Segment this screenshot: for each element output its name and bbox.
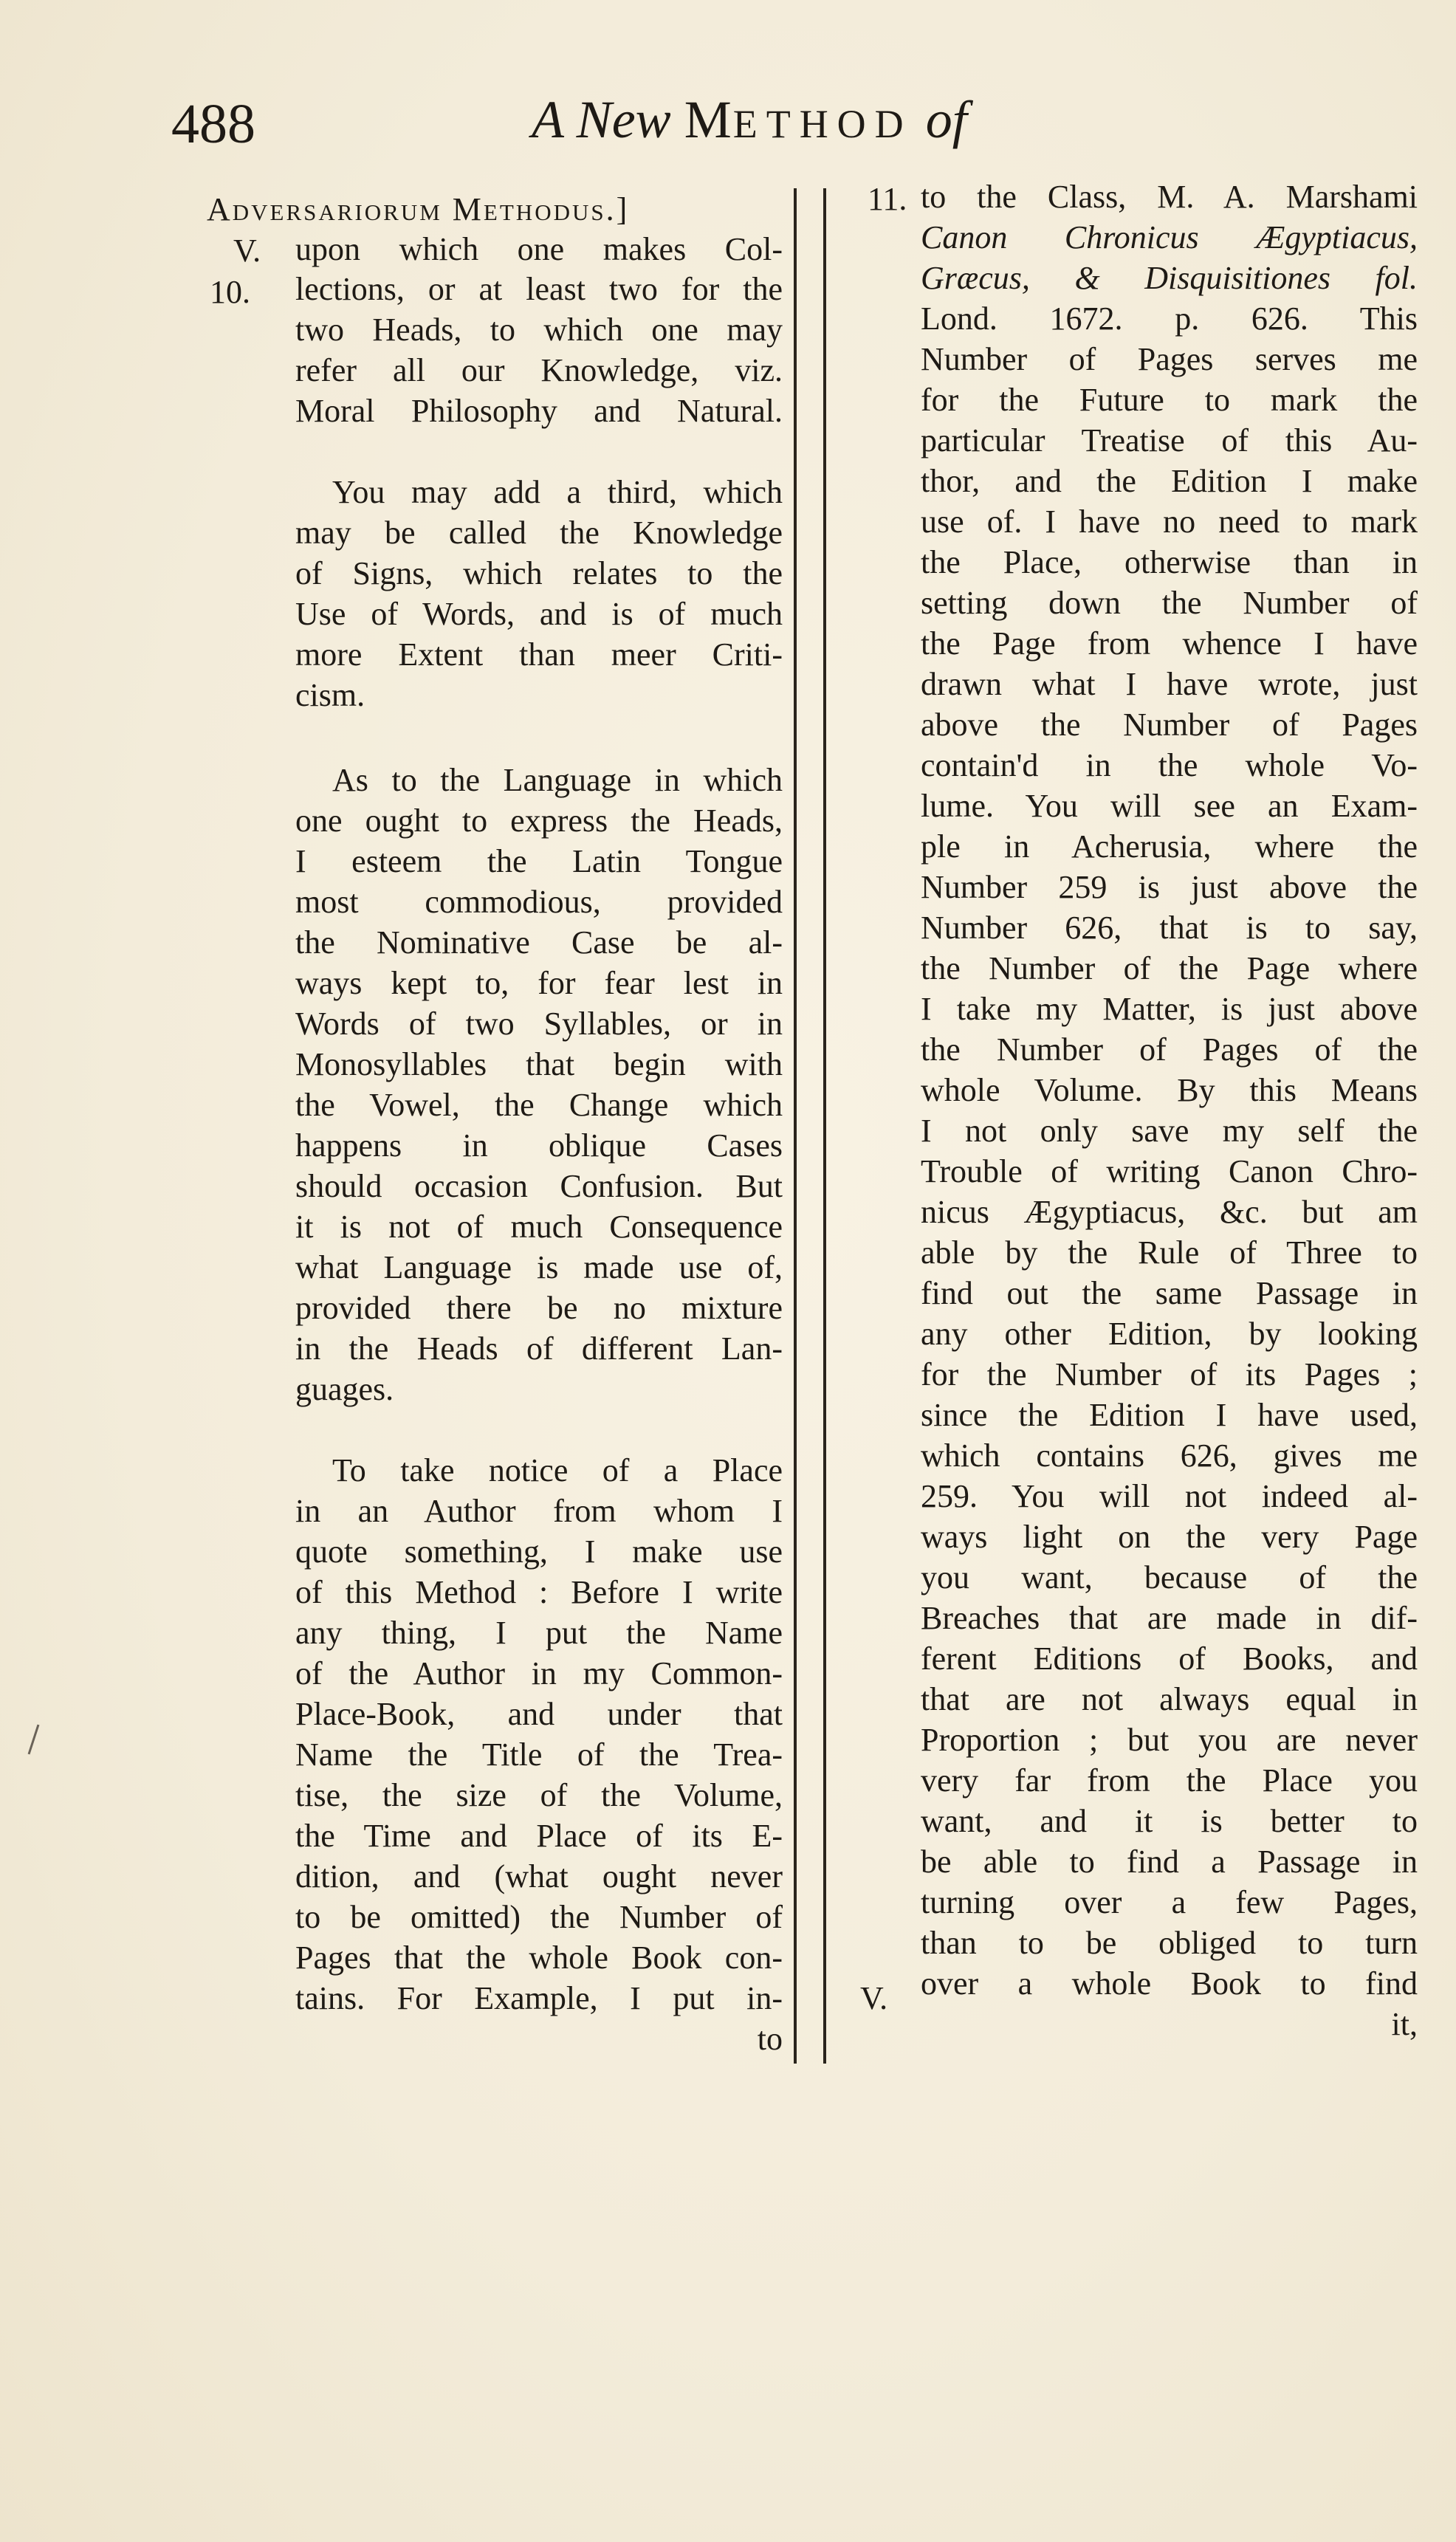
catchword: it, <box>1391 2006 1418 2042</box>
text-line: Breaches that are made in dif- <box>921 1600 1418 1636</box>
text-line: I not only save my self the <box>921 1113 1418 1149</box>
text-line: very far from the Place you <box>921 1762 1418 1799</box>
text-line: may be called the Knowledge <box>295 515 783 551</box>
text-line: in the Heads of different Lan- <box>295 1330 783 1367</box>
text-line: I esteem the Latin Tongue <box>295 843 783 879</box>
text-line: tise, the size of the Volume, <box>295 1777 783 1813</box>
text-line: Moral Philosophy and Natural. <box>295 393 783 429</box>
text-line: Proportion ; but you are never <box>921 1722 1418 1758</box>
text-line: Place-Book, and under that <box>295 1696 783 1732</box>
text-line: Number 626, that is to say, <box>921 910 1418 946</box>
text-line: Pages that the whole Book con- <box>295 1940 783 1976</box>
text-line: setting down the Number of <box>921 585 1418 621</box>
text-line: happens in oblique Cases <box>295 1127 783 1164</box>
column-rule-right <box>823 188 826 2064</box>
text-line: whole Volume. By this Means <box>921 1072 1418 1108</box>
text-line: the Number of Pages of the <box>921 1031 1418 1068</box>
margin-note: V. <box>233 233 261 269</box>
text-line: contain'd in the whole Vo- <box>921 747 1418 783</box>
text-line: two Heads, to which one may <box>295 312 783 348</box>
text-line: To take notice of a Place <box>332 1452 783 1488</box>
text-line: which contains 626, gives me <box>921 1437 1418 1474</box>
text-line: quote something, I make use <box>295 1533 783 1570</box>
text-line: over a whole Book to find <box>921 1965 1418 2002</box>
text-line: the Vowel, the Change which <box>295 1087 783 1123</box>
text-line: the Number of the Page where <box>921 950 1418 986</box>
running-head-part: M <box>684 90 733 149</box>
text-line: Græcus, & Disquisitiones fol. <box>921 260 1418 296</box>
text-line: Use of Words, and is of much <box>295 596 783 632</box>
text-line: Name the Title of the Trea- <box>295 1737 783 1773</box>
text-line: dition, and (what ought never <box>295 1858 783 1895</box>
text-line: Monosyllables that begin with <box>295 1046 783 1082</box>
text-line: any thing, I put the Name <box>295 1615 783 1651</box>
text-line: what Language is made use of, <box>295 1249 783 1285</box>
text-line: it is not of much Consequence <box>295 1209 783 1245</box>
text-line: of Signs, which relates to the <box>295 555 783 591</box>
text-line: be able to find a Passage in <box>921 1844 1418 1880</box>
text-line: the Nominative Case be al- <box>295 924 783 961</box>
text-line: able by the Rule of Three to <box>921 1234 1418 1271</box>
text-line: upon which one makes Col- <box>295 231 783 267</box>
text-line: Words of two Syllables, or in <box>295 1006 783 1042</box>
running-head-part: ETHOD <box>732 102 913 146</box>
margin-note: 11. <box>868 181 907 217</box>
column-rule-left <box>794 188 797 2064</box>
margin-note: V. <box>860 1980 888 2016</box>
text-line: Number of Pages serves me <box>921 341 1418 377</box>
text-line: Canon Chronicus Ægyptiacus, <box>921 219 1418 255</box>
text-line: Number 259 is just above the <box>921 869 1418 905</box>
running-head-part: A New <box>532 90 671 149</box>
text-line: lume. You will see an Exam- <box>921 788 1418 824</box>
text-line: want, and it is better to <box>921 1803 1418 1839</box>
section-heading: Adversariorum Methodus.] <box>207 191 630 227</box>
text-line: find out the same Passage in <box>921 1275 1418 1311</box>
text-line: guages. <box>295 1371 394 1407</box>
text-line: in an Author from whom I <box>295 1493 783 1529</box>
text-line: ways light on the very Page <box>921 1519 1418 1555</box>
text-line: above the Number of Pages <box>921 707 1418 743</box>
text-line: nicus Ægyptiacus, &c. but am <box>921 1194 1418 1230</box>
stray-pencil-mark <box>28 1725 40 1755</box>
text-line: since the Edition I have used, <box>921 1397 1418 1433</box>
text-line: turning over a few Pages, <box>921 1884 1418 1920</box>
text-line: for the Future to mark the <box>921 382 1418 418</box>
text-line: than to be obliged to turn <box>921 1925 1418 1961</box>
text-line: Trouble of writing Canon Chro- <box>921 1153 1418 1189</box>
margin-note: 10. <box>210 274 250 310</box>
text-line: You may add a third, which <box>332 474 783 510</box>
text-line: the Time and Place of its E- <box>295 1818 783 1854</box>
text-line: most commodious, provided <box>295 884 783 920</box>
text-line: cism. <box>295 677 365 713</box>
text-line: I take my Matter, is just above <box>921 991 1418 1027</box>
text-line: use of. I have no need to mark <box>921 504 1418 540</box>
text-line: tains. For Example, I put in- <box>295 1980 783 2016</box>
catchword: to <box>757 2021 783 2057</box>
page-number: 488 <box>171 93 255 155</box>
text-line: of the Author in my Common- <box>295 1655 783 1691</box>
text-line: to be omitted) the Number of <box>295 1899 783 1935</box>
text-line: 259. You will not indeed al- <box>921 1478 1418 1514</box>
text-line: lections, or at least two for the <box>295 271 783 307</box>
text-line: Lond. 1672. p. 626. This <box>921 300 1418 337</box>
text-line: of this Method : Before I write <box>295 1574 783 1610</box>
text-line: that are not always equal in <box>921 1681 1418 1717</box>
text-line: ple in Acherusia, where the <box>921 828 1418 865</box>
text-line: should occasion Confusion. But <box>295 1168 783 1204</box>
text-line: thor, and the Edition I make <box>921 463 1418 499</box>
text-line: any other Edition, by looking <box>921 1316 1418 1352</box>
text-line: ferent Editions of Books, and <box>921 1641 1418 1677</box>
text-line: the Place, otherwise than in <box>921 544 1418 580</box>
text-line: provided there be no mixture <box>295 1290 783 1326</box>
text-line: to the Class, M. A. Marshami <box>921 179 1418 215</box>
running-head-part: of <box>925 90 967 149</box>
text-line: the Page from whence I have <box>921 625 1418 662</box>
text-line: for the Number of its Pages ; <box>921 1356 1418 1392</box>
text-line: one ought to express the Heads, <box>295 803 783 839</box>
text-line: drawn what I have wrote, just <box>921 666 1418 702</box>
text-line: particular Treatise of this Au- <box>921 422 1418 458</box>
text-line: ways kept to, for fear lest in <box>295 965 783 1001</box>
text-line: As to the Language in which <box>332 762 783 798</box>
text-line: you want, because of the <box>921 1559 1418 1595</box>
text-line: refer all our Knowledge, viz. <box>295 352 783 388</box>
text-line: more Extent than meer Criti- <box>295 636 783 673</box>
running-head <box>532 90 967 149</box>
